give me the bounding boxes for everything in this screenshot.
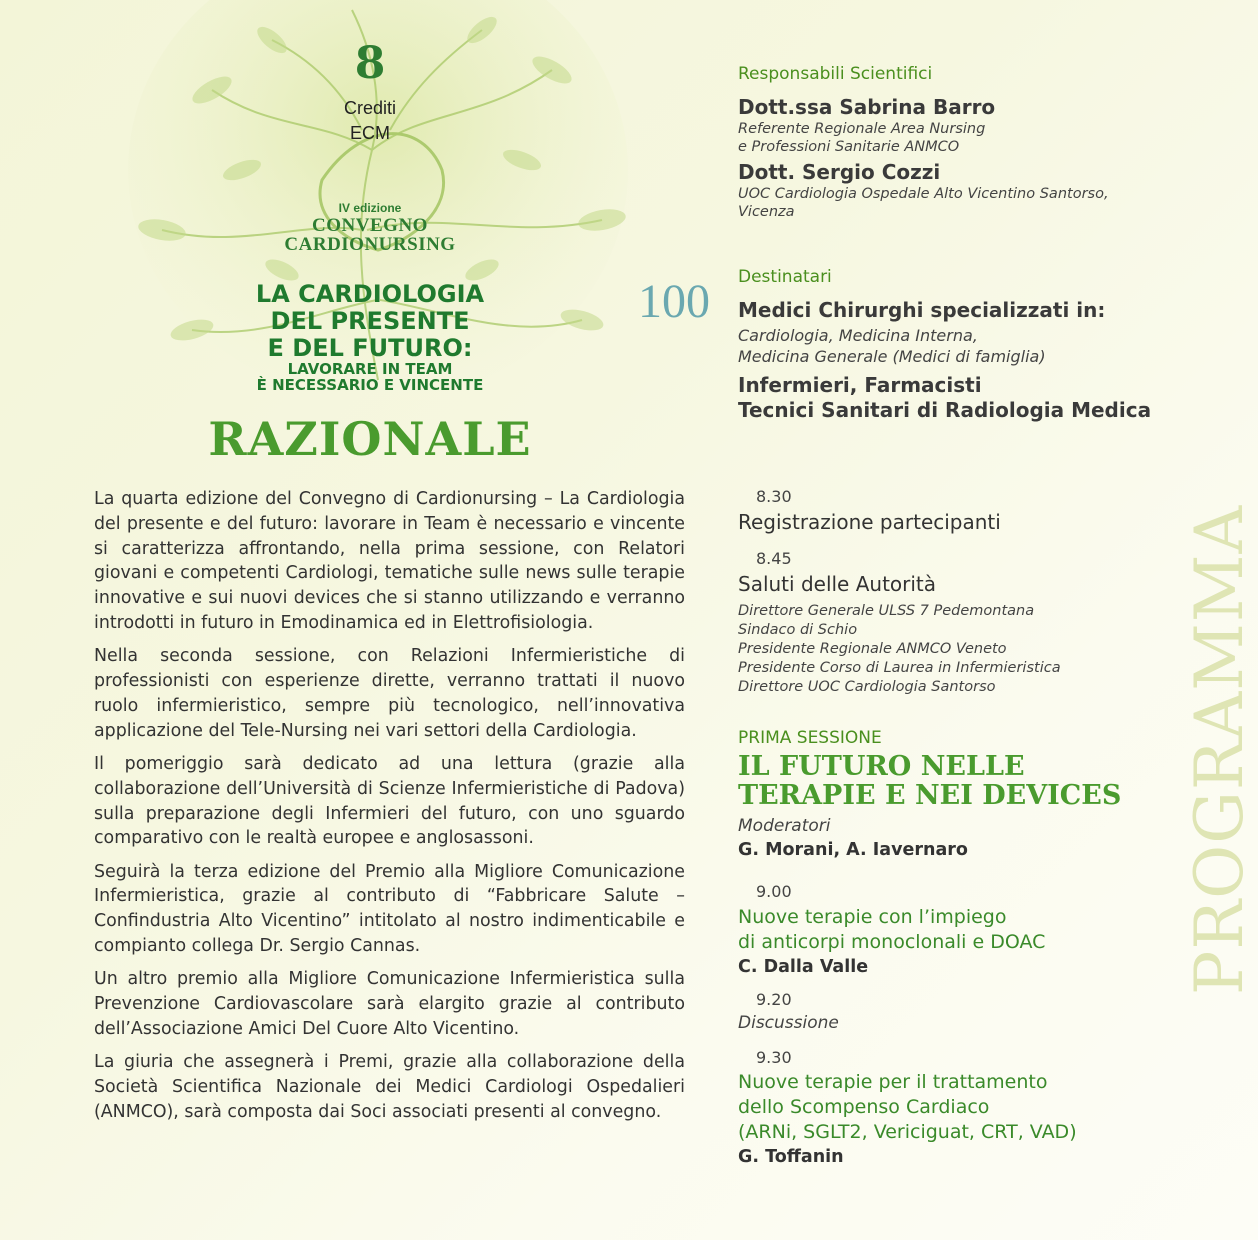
convegno-line-1: CONVEGNO xyxy=(312,215,428,236)
time-slot: 9.00 xyxy=(756,882,792,901)
destinatari-label: Destinatari xyxy=(738,267,832,287)
razionale-paragraph: La quarta edizione del Convegno di Cardionursing – La Cardiologia del presente e del futuro: lavorare in Team è necessario e vincente si caratterizza affrontando, nella prima sessione, con Relatori giovani e competenti Cardiologi, tematiche sulle news sulle terapie innovative e sui nuovi devices che si stanno utilizzando e verranno introdotti in futuro in Emodinamica ed in Elettrofisiologia. xyxy=(94,489,685,633)
programma-vertical-title xyxy=(1175,480,1258,1000)
detail-line: Medicina Generale (Medici di famiglia) xyxy=(738,347,1046,366)
responsabile-name: Dott.ssa Sabrina Barro xyxy=(738,95,996,119)
razionale-paragraph: Nella seconda sessione, con Relazioni Infermieristiche di professionisti con esperienze dirette, verranno trattati il nuovo ruolo infermieristico, sempre più tecnologico, nell’innovativa applicazione del Tele-Nursing nei vari settori della Cardiologia. xyxy=(94,646,685,741)
title-line-1: LA CARDIOLOGIA xyxy=(255,280,485,308)
responsabili-label: Responsabili Scientifici xyxy=(738,64,933,84)
time-slot: 9.30 xyxy=(756,1048,792,1067)
destinatari-group: Medici Chirurghi specializzati in: xyxy=(738,298,1106,322)
subtitle-line-2: È NECESSARIO E VINCENTE xyxy=(256,376,484,394)
speaker-name: G. Toffanin xyxy=(738,1147,844,1167)
role-line: Vicenza xyxy=(738,204,795,220)
role-line: e Professioni Sanitarie ANMCO xyxy=(738,139,960,155)
destinatari-group: Tecnici Sanitari di Radiologia Medica xyxy=(738,398,1152,422)
razionale-paragraph: Un altro premio alla Migliore Comunicazione Infermieristica sulla Prevenzione Cardiovascolare sarà elargito grazie al contributo dell’Associazione Amici Del Cuore Alto Vicentino. xyxy=(94,969,685,1039)
session-title-line: TERAPIE E NEI DEVICES xyxy=(738,780,1122,811)
razionale-heading: RAZIONALE xyxy=(208,412,532,466)
programma-text: PROGRAMMA xyxy=(1181,504,1258,995)
time-slot: 8.30 xyxy=(756,487,792,506)
talk-title xyxy=(738,1070,1077,1145)
moderators-names: G. Morani, A. Iavernaro xyxy=(738,840,968,860)
session-title-line: IL FUTURO NELLE xyxy=(738,751,1025,782)
authority-item: Direttore UOC Cardiologia Santorso xyxy=(738,679,996,695)
destinatari-group: Infermieri, Farmacisti xyxy=(738,373,982,397)
razionale-paragraph: La giuria che assegnerà i Premi, grazie alla collaborazione della Società Scientifica Nazionale dei Medici Cardiologi Ospedalieri (ANMCO), sarà composta dai Soci associati presenti al convegno. xyxy=(94,1052,685,1122)
razionale-paragraph: Seguirà la terza edizione del Premio alla Migliore Comunicazione Infermieristica, grazie al contributo di “Fabbricare Salute – Confindustria Alto Vicentino” intitolato al nostro indimenticabile e compianto collega Dr. Sergio Cannas. xyxy=(94,861,685,957)
title-line-2: DEL PRESENTE xyxy=(270,307,470,335)
talk-line: Nuove terapie per il trattamento xyxy=(738,1071,1048,1093)
edition-label: IV edizione xyxy=(338,201,402,215)
talk-line: dello Scompenso Cardiaco xyxy=(738,1096,990,1118)
authority-item: Presidente Corso di Laurea in Infermieristica xyxy=(738,660,1061,676)
moderators-label: Moderatori xyxy=(738,816,831,836)
convegno-line-2: CARDIONURSING xyxy=(284,234,456,255)
ecm-credits-label xyxy=(320,96,420,146)
authorities-list xyxy=(738,602,1061,697)
role-line: UOC Cardiologia Ospedale Alto Vicentino Santorso, xyxy=(738,186,1109,202)
session-title xyxy=(738,752,1158,810)
responsabile-name: Dott. Sergio Cozzi xyxy=(738,160,941,184)
session-label: PRIMA SESSIONE xyxy=(738,728,882,748)
authority-item: Presidente Regionale ANMCO Veneto xyxy=(738,641,1007,657)
authority-item: Direttore Generale ULSS 7 Pedemontana xyxy=(738,603,1035,619)
title-line-3: E DEL FUTURO: xyxy=(267,334,473,362)
responsabile-role xyxy=(738,185,1109,221)
detail-line: Cardiologia, Medicina Interna, xyxy=(738,326,978,345)
program-item: Registrazione partecipanti xyxy=(738,510,1001,534)
razionale-paragraph: Il pomeriggio sarà dedicato ad una lettura (grazie alla collaborazione dell’Università di Scienze Infermieristiche di Padova) sulla preparazione degli Infermieri del futuro, con uno sguardo comparativo con le realtà europee e anglosassoni. xyxy=(94,753,685,849)
event-main-title xyxy=(200,281,540,362)
participants-count: 100 xyxy=(638,275,710,328)
authority-item: Sindaco di Schio xyxy=(738,622,858,638)
credits-label-line: Crediti xyxy=(343,98,396,118)
talk-line: di anticorpi monoclonali e DOAC xyxy=(738,931,1046,953)
time-slot: 9.20 xyxy=(756,990,792,1009)
subtitle-line-1: LAVORARE IN TEAM xyxy=(287,360,453,378)
talk-line: Nuove terapie con l’impiego xyxy=(738,906,1007,928)
ecm-credits-number: 8 xyxy=(354,38,386,89)
speaker-name: C. Dalla Valle xyxy=(738,957,869,977)
razionale-body xyxy=(94,487,685,1133)
role-line: Referente Regionale Area Nursing xyxy=(738,121,986,137)
destinatari-detail xyxy=(738,325,1046,367)
event-subtitle xyxy=(200,361,540,393)
responsabile-role xyxy=(738,120,985,156)
discussion-label: Discussione xyxy=(738,1013,839,1033)
talk-title xyxy=(738,905,1045,955)
program-item: Saluti delle Autorità xyxy=(738,572,937,596)
time-slot: 8.45 xyxy=(756,549,792,568)
convegno-title xyxy=(240,216,500,254)
talk-line: (ARNi, SGLT2, Vericiguat, CRT, VAD) xyxy=(738,1121,1077,1143)
ecm-label-line: ECM xyxy=(350,123,390,143)
